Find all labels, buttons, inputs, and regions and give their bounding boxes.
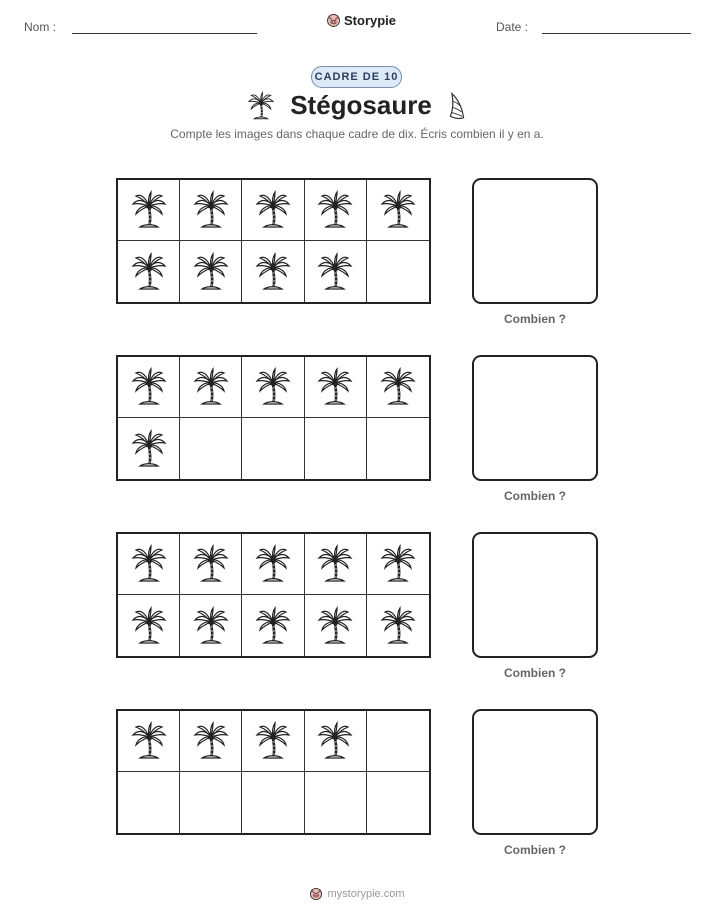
frame-cell [118,241,180,302]
palm-tree-icon [253,367,293,407]
palm-tree-icon [129,429,169,469]
frame-cell [367,418,429,479]
frame-cell [118,772,180,833]
palm-tree-icon [253,190,293,230]
name-label: Nom : [24,20,57,34]
ten-frame [116,709,431,835]
answer-box[interactable] [472,178,598,304]
spike-icon [446,91,468,121]
palm-tree-icon [378,190,418,230]
answer-label: Combien ? [504,312,566,326]
frame-cell [305,534,367,595]
palm-tree-icon [253,544,293,584]
ten-frame [116,178,431,304]
palm-tree-icon [378,606,418,646]
frame-cell [305,241,367,302]
answer-label: Combien ? [504,843,566,857]
palm-tree-icon [253,606,293,646]
date-label: Date : [496,20,529,34]
palm-tree-icon [129,252,169,292]
frame-cell [118,534,180,595]
date-line[interactable] [542,33,691,34]
palm-tree-icon [129,544,169,584]
footer [0,887,714,901]
palm-tree-icon [315,190,355,230]
palm-tree-icon [246,91,276,121]
frame-cell [180,418,242,479]
palm-tree-icon [315,606,355,646]
palm-tree-icon [191,544,231,584]
frame-cell [305,418,367,479]
frame-cell [118,357,180,418]
frame-cell [305,357,367,418]
page-title: Stégosaure [290,90,432,120]
frame-cell [180,241,242,302]
frame-cell [118,418,180,479]
palm-tree-icon [129,367,169,407]
name-line[interactable] [72,33,257,34]
frame-cell [180,595,242,656]
palm-tree-icon [315,544,355,584]
frame-cell [305,595,367,656]
frame-cell [305,711,367,772]
palm-tree-icon [191,606,231,646]
frame-cell [180,357,242,418]
palm-tree-icon [129,190,169,230]
palm-tree-icon [253,721,293,761]
frame-cell [118,595,180,656]
frame-cell [367,241,429,302]
instructions: Compte les images dans chaque cadre de dix. Écris combien il y en a. [170,127,544,141]
pig-icon [326,13,341,28]
palm-tree-icon [191,252,231,292]
answer-label: Combien ? [504,666,566,680]
frame-cell [242,180,304,241]
frame-cell [367,534,429,595]
frame-cell [242,357,304,418]
palm-tree-icon [253,252,293,292]
ten-frame [116,355,431,481]
palm-tree-icon [315,721,355,761]
frame-cell [305,772,367,833]
pig-icon [309,887,323,901]
answer-box[interactable] [472,532,598,658]
footer-url: mystorypie.com [327,888,405,900]
frame-cell [180,772,242,833]
frame-cell [118,180,180,241]
frame-cell [242,772,304,833]
frame-cell [367,180,429,241]
frame-cell [367,711,429,772]
frame-cell [367,772,429,833]
palm-tree-icon [378,367,418,407]
palm-tree-icon [129,721,169,761]
frame-cell [242,595,304,656]
palm-tree-icon [315,367,355,407]
brand-logo [326,13,396,28]
frame-cell [242,418,304,479]
frame-cell [242,711,304,772]
frame-cell [367,357,429,418]
frame-cell [180,180,242,241]
frame-cell [242,241,304,302]
frame-cell [118,711,180,772]
palm-tree-icon [129,606,169,646]
answer-box[interactable] [472,355,598,481]
category-badge: CADRE DE 10 [311,66,402,88]
palm-tree-icon [191,190,231,230]
palm-tree-icon [378,544,418,584]
frame-cell [367,595,429,656]
palm-tree-icon [191,721,231,761]
frame-cell [305,180,367,241]
frame-cell [180,534,242,595]
answer-box[interactable] [472,709,598,835]
ten-frame [116,532,431,658]
frame-cell [180,711,242,772]
title-row [0,90,714,121]
palm-tree-icon [315,252,355,292]
frame-cell [242,534,304,595]
brand-name: Storypie [344,13,397,28]
palm-tree-icon [191,367,231,407]
answer-label: Combien ? [504,489,566,503]
